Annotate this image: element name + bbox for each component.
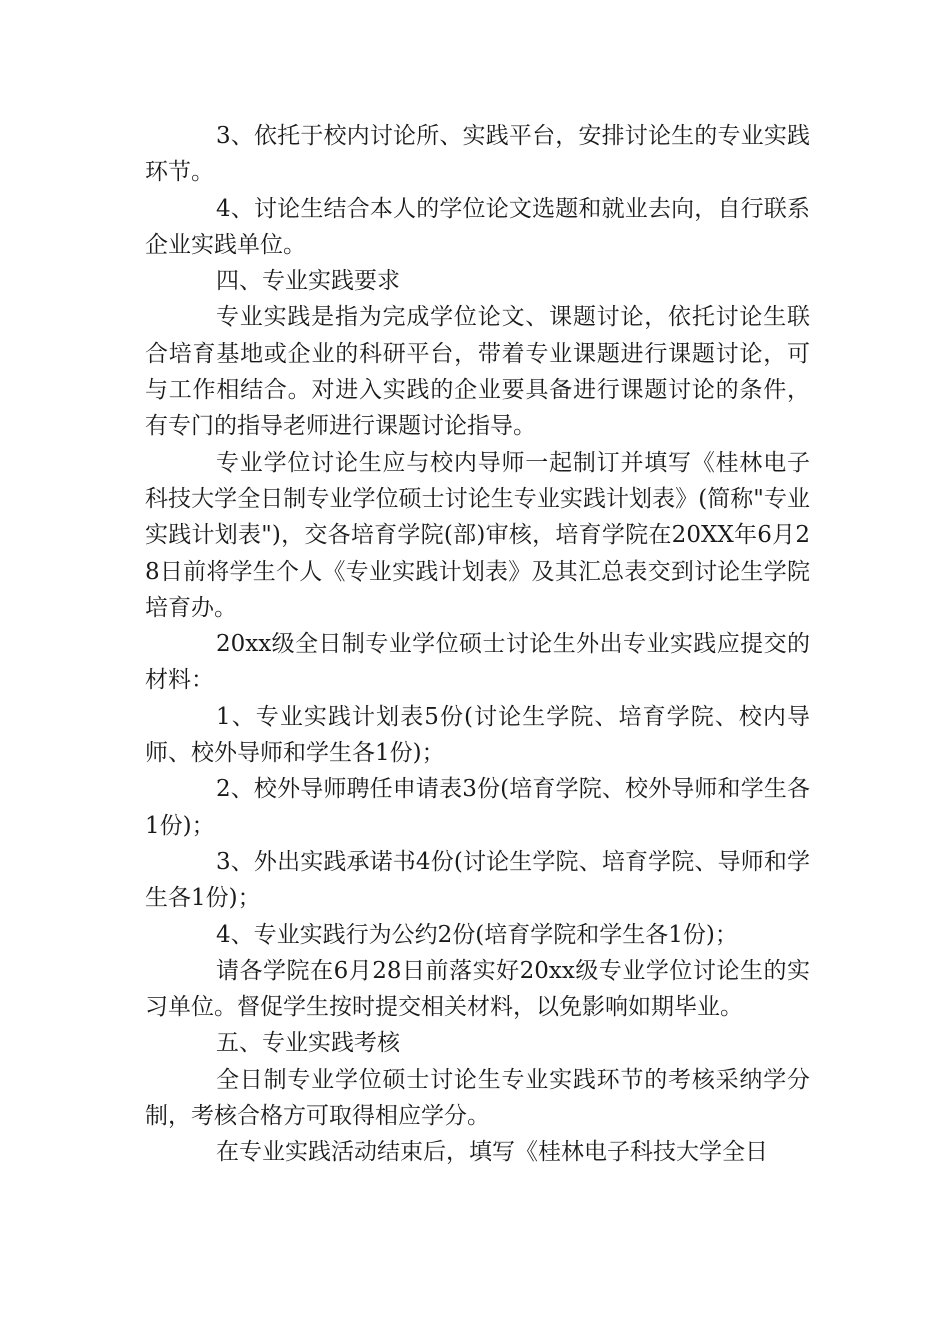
paragraph-materials-intro: 20xx级全日制专业学位硕士讨论生外出专业实践应提交的材料： (145, 631, 810, 694)
paragraph-practice-plan: 专业学位讨论生应与校内导师一起制订并填写《桂林电子科技大学全日制专业学位硕士讨论生专业实践计划表》(简称"专业实践计划表")，交各培育学院(部)审核，培育学院在20XX年6月28日前将学生个人《专业实践计划表》及其汇总表交到讨论生学院培育办。 (145, 449, 810, 621)
material-item-4: 4、专业实践行为公约2份(培育学院和学生各1份)； (216, 921, 738, 948)
section-heading-4: 四、专业实践要求 (216, 268, 400, 295)
material-item-3: 3、外出实践承诺书4份(讨论生学院、培育学院、导师和学生各1份)； (145, 848, 810, 912)
paragraph-after-practice: 在专业实践活动结束后，填写《桂林电子科技大学全日 (216, 1139, 768, 1166)
material-item-2: 2、校外导师聘任申请表3份(培育学院、校外导师和学生各1份)； (145, 776, 810, 839)
section-heading-5: 五、专业实践考核 (216, 1030, 400, 1057)
paragraph-deadline-notice: 请各学院在6月28日前落实好20xx级专业学位讨论生的实习单位。督促学生按时提交相关材料，以免影响如期毕业。 (145, 957, 810, 1021)
list-item-3: 3、依托于校内讨论所、实践平台，安排讨论生的专业实践环节。 (145, 123, 810, 186)
paragraph-assessment: 全日制专业学位硕士讨论生专业实践环节的考核采纳学分制，考核合格方可取得相应学分。 (145, 1066, 810, 1130)
document-body (145, 118, 810, 1171)
material-item-1: 1、专业实践计划表5份(讨论生学院、培育学院、校内导师、校外导师和学生各1份)； (145, 703, 810, 767)
list-item-4: 4、讨论生结合本人的学位论文选题和就业去向，自行联系企业实践单位。 (145, 195, 810, 258)
paragraph-practice-definition: 专业实践是指为完成学位论文、课题讨论，依托讨论生联合培育基地或企业的科研平台，带着专业课题进行课题讨论，可与工作相结合。对进入实践的企业要具备进行课题讨论的条件，有专门的指导老师进行课题讨论指导。 (145, 304, 810, 440)
